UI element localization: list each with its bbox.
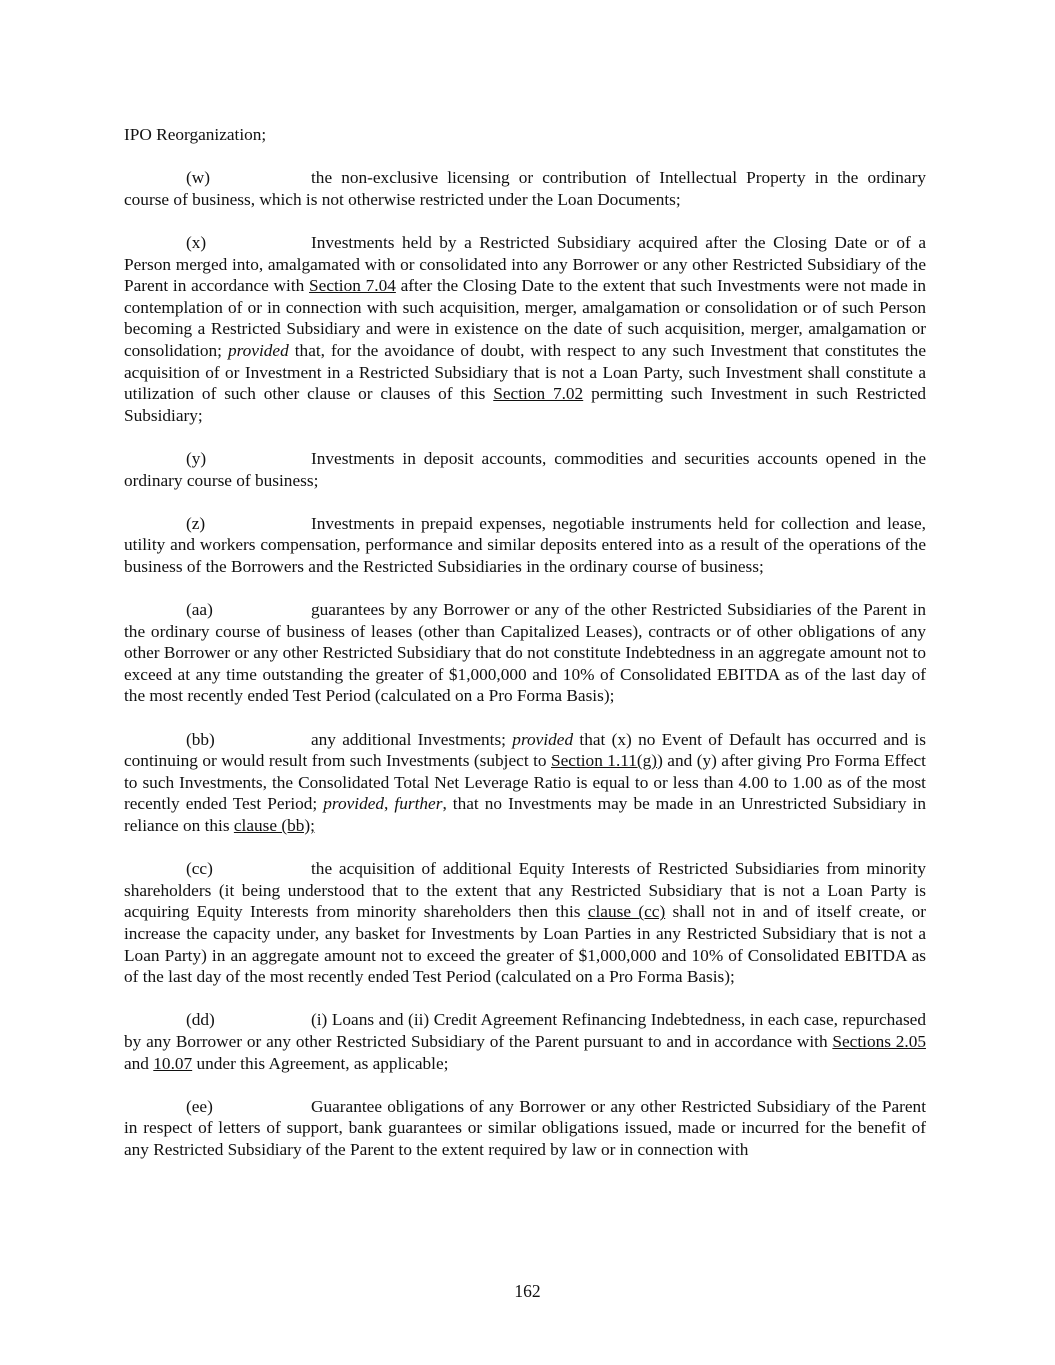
- clause-text: and: [124, 1053, 154, 1073]
- clause-paragraph: [124, 448, 926, 491]
- document-page: [124, 124, 926, 1182]
- clause-label: (y): [186, 448, 207, 468]
- clause-text: that, for the avoidance of doubt, with respect to any such Investment that constitutes the acquisition of or Investment in a Restricted Subsidiary that is not a Loan Party, such Investment shall constitute a utilization of such other clause or clauses of this: [124, 340, 926, 404]
- clause-label: (w): [186, 168, 210, 188]
- emphasized-term: provided: [323, 794, 385, 814]
- section-reference-link[interactable]: clause (cc): [587, 902, 666, 922]
- clause-label: (z): [186, 513, 206, 533]
- clause-text: , that no Investments may be made in an Unrestricted Subsidiary in reliance on this: [124, 794, 926, 835]
- clause-text: Guarantee obligations of any Borrower or any other Restricted Subsidiary of the Parent in respect of letters of support, bank guarantees or similar obligations issued, made or incurred for the benefit of any Restricted Subsidiary of the Parent to the extent required by law or in connection with: [124, 1096, 926, 1159]
- clause-paragraph: [124, 232, 926, 426]
- clause-list: [124, 167, 926, 1160]
- section-reference-link[interactable]: Section 7.04: [309, 276, 396, 296]
- clause-text: after the Closing Date to the extent that such Investments were not made in contemplation of or in connection with such acquisition, merger, amalgamation or consolidation or of such Person becoming a Restricted Subsidiary and were in existence on the date of such acquisition, merger, amalgamation or consolidation;: [124, 276, 926, 360]
- section-reference-link[interactable]: 10.07: [153, 1053, 193, 1073]
- clause-paragraph: [124, 729, 926, 837]
- clause-paragraph: [124, 1096, 926, 1161]
- clause-text: guarantees by any Borrower or any of the other Restricted Subsidiaries of the Parent in the ordinary course of business of leases (other than Capitalized Leases), contracts or of other obligations of any other Borrower or any other Restricted Subsidiary that do not constitute Indebtedness in an aggregate amount not to exceed at any time outstanding the greater of $1,000,000 and 10% of Consolidated EBITDA as of the last day of the most recently ended Test Period (calculated on a Pro Forma Basis);: [124, 600, 926, 706]
- clause-text: ) and (y) after giving Pro Forma Effect to such Investments, the Consolidated Total Net Leverage Ratio is equal to or less than 4.00 to 1.00 as of the most recently ended Test Period;: [124, 751, 926, 814]
- clause-label: (aa): [186, 600, 213, 620]
- section-reference-link[interactable]: clause (bb);: [233, 816, 315, 835]
- clause-text: permitting such Investment in such Restricted Subsidiary;: [124, 384, 927, 425]
- emphasized-term: provided: [512, 729, 574, 749]
- emphasized-term: further: [394, 794, 443, 814]
- clause-text: the non-exclusive licensing or contribution of Intellectual Property in the ordinary course of business, which is not otherwise restricted under the Loan Documents;: [124, 168, 926, 209]
- clause-paragraph: [124, 513, 926, 578]
- clause-label: (bb): [186, 729, 215, 749]
- clause-label: (ee): [186, 1096, 213, 1116]
- clause-label: (cc): [186, 859, 213, 879]
- section-reference-link[interactable]: Sections 2.05: [832, 1031, 926, 1051]
- clause-paragraph: [124, 858, 926, 988]
- clause-paragraph: [124, 599, 926, 707]
- clause-label: (x): [186, 232, 207, 252]
- page-number: 162: [514, 1281, 541, 1301]
- clause-text: the acquisition of additional Equity Interests of Restricted Subsidiaries from minority shareholders (it being understood that to the extent that any Restricted Subsidiary that is not a Loan Party is acquiring Equity Interests from minority shareholders then this: [124, 859, 926, 922]
- lead-text: IPO Reorganization;: [124, 125, 267, 144]
- clause-paragraph: [124, 1009, 926, 1074]
- clause-text: Investments in deposit accounts, commodities and securities accounts opened in the ordinary course of business;: [124, 448, 926, 490]
- clause-text: that (x) no Event of Default has occurred and is continuing or would result from such Investments (subject to: [124, 729, 926, 771]
- clause-label: (dd): [186, 1010, 215, 1030]
- section-reference-link[interactable]: Section 1.11(g): [551, 751, 658, 771]
- clause-text: any additional Investments;: [311, 729, 513, 749]
- emphasized-term: provided: [227, 340, 289, 360]
- clause-text: Investments held by a Restricted Subsidiary acquired after the Closing Date or of a Person merged into, amalgamated with or consolidated into any Borrower or any other Restricted Subsidiary of the Parent in accordance with: [124, 232, 926, 296]
- clause-text: ,: [384, 794, 395, 814]
- clause-paragraph: [124, 167, 926, 210]
- clause-text: under this Agreement, as applicable;: [192, 1053, 449, 1073]
- clause-text: (i) Loans and (ii) Credit Agreement Refinancing Indebtedness, in each case, repurchased by any Borrower or any other Restricted Subsidiary of the Parent pursuant to and in accordance with: [124, 1010, 926, 1051]
- section-reference-link[interactable]: Section 7.02: [493, 384, 584, 404]
- clause-text: shall not in and of itself create, or increase the capacity under, any basket for Investments by Loan Parties in any Restricted Subsidiary that is not a Loan Party) in an aggregate amount not to exceed the greater of $1,000,000 and 10% of Consolidated EBITDA as of the last day of the most recently ended Test Period (calculated on a Pro Forma Basis);: [124, 902, 926, 987]
- clause-text: Investments in prepaid expenses, negotiable instruments held for collection and lease, utility and workers compensation, performance and similar deposits entered into as a result of the operations of the business of the Borrowers and the Restricted Subsidiaries in the ordinary course of business;: [124, 513, 926, 576]
